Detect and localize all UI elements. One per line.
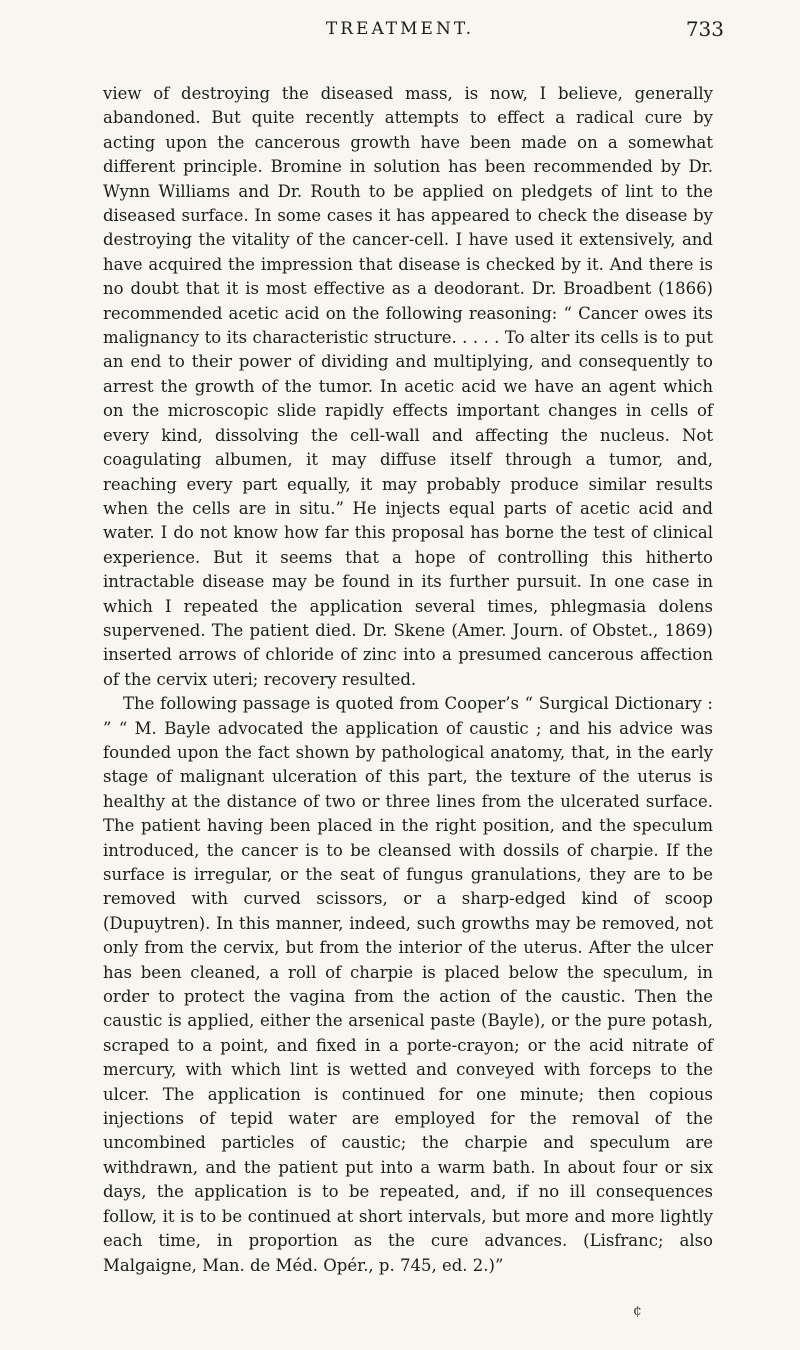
bottom-mark: ¢ xyxy=(633,1303,642,1319)
page-header xyxy=(0,15,800,45)
running-head: TREATMENT. xyxy=(325,19,475,39)
paragraph: The following passage is quoted from Cooper’s “ Surgical Dictionary : ” “ M. Bayle advocated the application of caustic ; and his advice was founded upon the fact shown by pathological anatomy, that, in the early stage of malignant ulceration of this part, the texture of the uterus is healthy at the distance of two or three lines from the ulcerated surface. The patient having been placed in the right position, and the speculum introduced, the cancer is to be cleansed with dossils of charpie. If the surface is irregular, or the seat of fungus granulations, they are to be removed with curved scissors, or a sharp-edged kind of scoop (Dupuytren). In this manner, indeed, such growths may be removed, not only from the cervix, but from the interior of the uterus. After the ulcer has been cleaned, a roll of charpie is placed below the speculum, in order to protect the vagina from the action of the caustic. Then the caustic is applied, either the arsenical paste (Bayle), or the pure potash, scraped to a point, and fixed in a porte-crayon; or the acid nitrate of mercury, with which lint is wetted and conveyed with forceps to the ulcer. The application is continued for one minute; then copious injections of tepid water are employed for the removal of the uncombined particles of caustic; the charpie and speculum are withdrawn, and the patient put into a warm bath. In about four or six days, the application is to be repeated, and, if no ill consequences follow, it is to be continued at short intervals, but more and more lightly each time, in proportion as the cure advances. (Lisfranc; also Malgaigne, Man. de Méd. Opér., p. 745, ed. 2.)” xyxy=(103,694,713,1275)
paragraph: view of destroying the diseased mass, is now, I believe, generally abandoned. But quite recently attempts to effect a radical cure by acting upon the cancerous growth have been made on a somewhat different principle. Bromine in solution has been recommended by Dr. Wynn Williams and Dr. Routh to be applied on pledgets of lint to the diseased surface. In some cases it has appeared to check the disease by destroying the vitality of the cancer-cell. I have used it extensively, and have acquired the impression that disease is checked by it. And there is no doubt that it is most effective as a deodorant. Dr. Broadbent (1866) recommended acetic acid on the following reasoning: “ Cancer owes its malignancy to its characteristic structure. . . . . To alter its cells is to put an end to their power of dividing and multiplying, and consequently to arrest the growth of the tumor. In acetic acid we have an agent which on the microscopic slide rapidly effects important changes in cells of every kind, dissolving the cell-wall and affecting the nucleus. Not coagulating albumen, it may diffuse itself through a tumor, and, reaching every part equally, it may probably produce similar results when the cells are in situ.” He injects equal parts of acetic acid and water. I do not know how far this proposal has borne the test of clinical experience. But it seems that a hope of controlling this hitherto intractable disease may be found in its further pursuit. In one case in which I repeated the application several times, phlegmasia dolens supervened. The patient died. Dr. Skene (Amer. Journ. of Obstet., 1869) inserted arrows of chloride of zinc into a presumed cancerous affection of the cervix uteri; recovery resulted. xyxy=(103,84,713,689)
page-number: 733 xyxy=(685,17,724,41)
body-text xyxy=(103,82,713,1278)
